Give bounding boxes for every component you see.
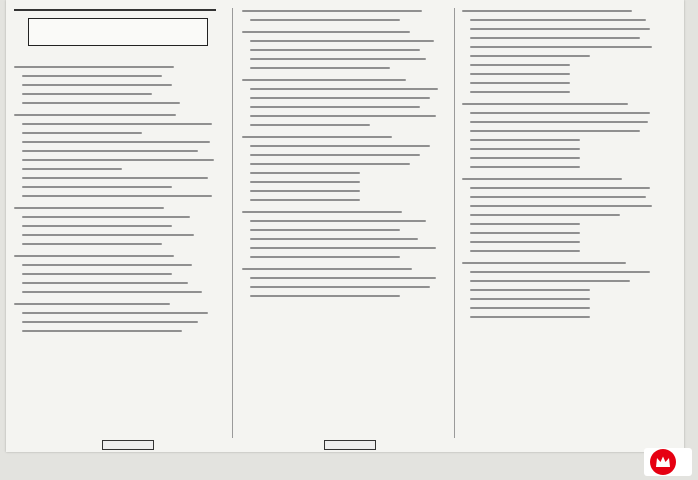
question-option	[242, 93, 444, 102]
question-option	[462, 228, 658, 237]
question-option	[14, 278, 222, 287]
question-stem	[14, 299, 222, 308]
question-option	[14, 89, 222, 98]
question-option	[14, 308, 222, 317]
question-option	[462, 237, 658, 246]
question-option	[462, 183, 658, 192]
question-option	[462, 144, 658, 153]
question-stem	[242, 27, 444, 36]
question-option	[462, 24, 658, 33]
question-option	[242, 15, 444, 24]
question-option	[242, 234, 444, 243]
question-option	[14, 173, 222, 182]
question-option	[462, 78, 658, 87]
question-block	[462, 6, 658, 96]
question-option	[242, 45, 444, 54]
right-column	[462, 6, 658, 440]
question-option	[242, 36, 444, 45]
question-option	[14, 146, 222, 155]
question-stem	[462, 6, 658, 15]
question-block	[242, 132, 444, 204]
question-block	[242, 207, 444, 261]
question-option	[14, 164, 222, 173]
question-stem	[242, 132, 444, 141]
question-option	[462, 162, 658, 171]
question-option	[462, 219, 658, 228]
question-option	[462, 153, 658, 162]
question-option	[462, 60, 658, 69]
question-block	[242, 6, 444, 24]
exam-sheet	[6, 0, 684, 452]
question-option	[242, 141, 444, 150]
question-option	[14, 239, 222, 248]
page-number-tag	[324, 440, 376, 450]
question-stem	[14, 251, 222, 260]
question-option	[14, 326, 222, 335]
question-option	[462, 69, 658, 78]
question-block	[14, 251, 222, 296]
question-option	[14, 191, 222, 200]
question-option	[462, 51, 658, 60]
question-option	[242, 216, 444, 225]
question-option	[242, 252, 444, 261]
question-option	[462, 276, 658, 285]
question-block	[14, 110, 222, 200]
question-option	[462, 87, 658, 96]
left-column	[14, 6, 222, 440]
question-option	[14, 155, 222, 164]
question-option	[242, 63, 444, 72]
question-stem	[14, 203, 222, 212]
question-block	[14, 299, 222, 335]
question-option	[14, 260, 222, 269]
question-stem	[242, 75, 444, 84]
question-block	[462, 174, 658, 255]
question-option	[242, 84, 444, 93]
question-block	[242, 75, 444, 129]
question-option	[14, 287, 222, 296]
question-option	[462, 135, 658, 144]
question-option	[242, 243, 444, 252]
question-block	[242, 27, 444, 72]
footer-notice	[140, 452, 560, 474]
question-option	[462, 294, 658, 303]
question-option	[242, 111, 444, 120]
question-stem	[462, 99, 658, 108]
question-option	[242, 54, 444, 63]
question-option	[242, 282, 444, 291]
vip-banner[interactable]	[644, 448, 692, 476]
question-option	[242, 195, 444, 204]
question-block	[462, 258, 658, 321]
question-option	[462, 15, 658, 24]
page-number-tag	[102, 440, 154, 450]
question-stem	[14, 62, 222, 71]
question-option	[462, 285, 658, 294]
exam-meta	[14, 51, 222, 57]
question-option	[242, 177, 444, 186]
question-option	[242, 120, 444, 129]
question-option	[14, 269, 222, 278]
middle-column	[242, 6, 444, 440]
title-box	[28, 18, 208, 46]
question-option	[462, 267, 658, 276]
question-stem	[242, 264, 444, 273]
question-option	[242, 102, 444, 111]
question-option	[14, 221, 222, 230]
question-option	[462, 117, 658, 126]
question-block	[14, 203, 222, 248]
question-option	[462, 303, 658, 312]
question-option	[242, 186, 444, 195]
question-option	[242, 273, 444, 282]
vip-crown-icon	[650, 449, 676, 475]
question-option	[462, 210, 658, 219]
column-divider	[454, 8, 455, 438]
question-stem	[242, 207, 444, 216]
question-stem	[242, 6, 444, 15]
question-option	[462, 33, 658, 42]
question-option	[462, 192, 658, 201]
question-option	[462, 108, 658, 117]
question-block	[14, 62, 222, 107]
question-option	[14, 230, 222, 239]
question-option	[14, 71, 222, 80]
question-option	[14, 119, 222, 128]
question-option	[14, 128, 222, 137]
header-strip	[14, 6, 222, 14]
header-rule	[14, 9, 216, 11]
column-divider	[232, 8, 233, 438]
question-option	[14, 137, 222, 146]
question-option	[14, 182, 222, 191]
question-option	[242, 168, 444, 177]
question-stem	[14, 110, 222, 119]
question-option	[242, 291, 444, 300]
question-option	[242, 150, 444, 159]
question-stem	[462, 174, 658, 183]
question-option	[14, 317, 222, 326]
question-option	[462, 126, 658, 135]
question-option	[462, 42, 658, 51]
question-option	[242, 225, 444, 234]
question-option	[242, 159, 444, 168]
question-option	[14, 80, 222, 89]
question-option	[14, 98, 222, 107]
question-option	[462, 312, 658, 321]
question-option	[462, 201, 658, 210]
question-option	[14, 212, 222, 221]
question-block	[242, 264, 444, 300]
question-stem	[462, 258, 658, 267]
question-option	[462, 246, 658, 255]
question-block	[462, 99, 658, 171]
